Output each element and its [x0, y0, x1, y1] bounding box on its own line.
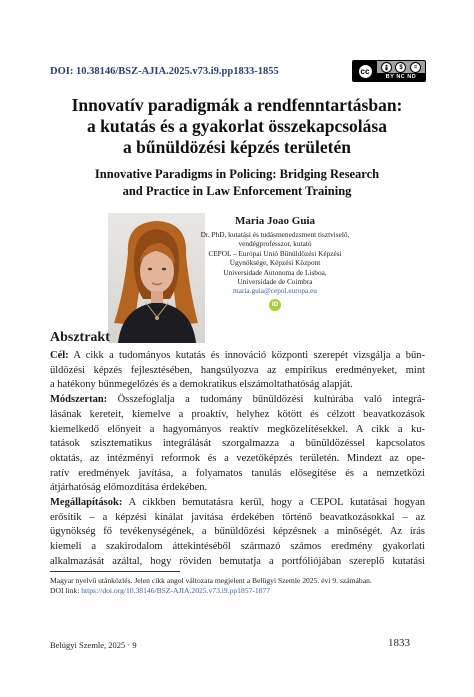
abstract-line [50, 423, 425, 438]
affiliation-line: Ügynöksége, Képzési Központ [229, 258, 321, 268]
footnote-doi-line [50, 586, 430, 596]
footnote [50, 576, 430, 597]
author-email-link[interactable]: maria.guia@cepol.europa.eu [233, 286, 317, 296]
abstract-text: ratív eredmények javítása, a folyamatos tanulás elősegítése és a nemzetközi [50, 467, 425, 479]
abstract-line [50, 467, 425, 482]
article-title-hungarian [40, 95, 434, 158]
abstract-text: A cikk a tudományos kutatás és innováció központi szerepét vizsgálja a bűn- [68, 350, 425, 361]
abstract-line [50, 378, 425, 393]
abstract-line [50, 408, 425, 423]
title-line: Innovatív paradigmák a rendfenntartásban: [71, 95, 403, 115]
title-line: a bűnüldözési képzés területén [123, 137, 351, 157]
abstract-line [50, 525, 425, 540]
abstract-text: kiemelkedő előnyeit a hagyományos reaktív megközelítésekkel. A cikk a ku- [50, 423, 425, 435]
abstract-section-label: Cél: [50, 350, 69, 361]
affiliation-line: CEPOL – Európai Unió Bűnüldözési Képzési [208, 248, 342, 258]
footnote-doi-link[interactable]: https://doi.org/10.38146/BSZ-AJIA.2025.v73.i9.pp1857-1877 [81, 586, 271, 596]
footnote-divider [50, 571, 180, 572]
author-photo [108, 213, 205, 343]
abstract-line [50, 540, 425, 555]
abstract-heading: Absztrakt [50, 330, 110, 345]
title-line: a kutatás és a gyakorlat összekapcsolása [87, 116, 387, 136]
author-name: Maria Joao Guia [234, 215, 316, 227]
abstract-line [50, 393, 425, 408]
title-line: and Practice in Law Enforcement Training [122, 183, 352, 198]
title-line: Innovative Paradigms in Policing: Bridging Research [94, 167, 380, 181]
affiliation-line: Universidade de Coimbra [237, 277, 313, 287]
page-number: 1833 [388, 637, 410, 649]
abstract-line [50, 349, 425, 364]
abstract-line [50, 437, 425, 452]
doi-line[interactable]: DOI: 10.38146/BSZ-AJIA.2025.v73.i9.pp1833-1855 [50, 66, 279, 77]
cc-badge-label: BY NC ND [377, 73, 425, 81]
abstract-text: kiemeli a szakirodalom áttekintéséből származó számos eredmény gyakorlati [50, 541, 425, 553]
affiliation-line: Dr. PhD, kutatási és tudásmenedzsment tisztviselő, [200, 230, 350, 239]
abstract-line [50, 511, 425, 526]
abstract-text: erősítik – a képzési kínálat javítása érdekében történő beavatkozásokkal – az [50, 511, 425, 523]
noderivatives-icon: = [410, 62, 421, 73]
abstract-text: tatások szisztematikus integrálását szorgalmazza a bűnüldözéssel kapcsolatos [50, 438, 425, 450]
affiliation-line: Universidade Autonoma de Lisboa, [223, 267, 327, 277]
journal-footer: Belügyi Szemle, 2025 · 9 [50, 640, 137, 650]
abstract-text: lásának kereteit, kiemelve a proaktív, helyhez kötött és célzott beavatkozások [50, 408, 425, 420]
abstract-line [50, 555, 425, 570]
abstract-text: átjárhatóság előmozdítása érdekében. [50, 482, 208, 494]
abstract-body [50, 349, 425, 570]
abstract-line [50, 481, 425, 496]
footnote-text: Magyar nyelvű utánközlés. Jelen cikk angol változata megjelent a Belügyi Szemle 2025. évi 9. számában. [50, 576, 372, 585]
abstract-text: Összefoglalja a tudomány bűnüldözési kultúrába való integrá- [107, 394, 425, 406]
abstract-text: alkalmazását azáltal, hogy röviden bemutatja a portfóliójában szereplő kutatási [50, 555, 425, 567]
abstract-section-label: Megállapítások: [50, 497, 123, 509]
abstract-section-label: Módszertan: [50, 394, 108, 406]
noncommercial-icon: $ [395, 62, 406, 73]
abstract-text: A cikkben bemutatásra kerül, hogy a CEPOL kutatásai hogyan [122, 497, 425, 509]
footnote-doi-prefix: DOI link: [50, 586, 82, 596]
orcid-icon[interactable]: iD [269, 299, 281, 311]
abstract-line [50, 496, 425, 511]
affiliation-line: vendégprofesszor, kutató [238, 239, 312, 249]
cc-icon: cc [357, 63, 374, 80]
attribution-icon [381, 62, 392, 73]
abstract-line [50, 364, 425, 379]
abstract-text: oktatás, az intézményi reformok és a vezetőképzés területén. Mindezt az ope- [50, 452, 425, 464]
cc-license-badge[interactable] [352, 60, 426, 82]
abstract-text: a hatékony bűnmegelőzés és a demokratikus elszámoltathatóság alapját. [50, 379, 353, 391]
abstract-text: üldözési képzés fejlesztésében, hangsúlyozva az empirikus eredményeket, mint [50, 364, 425, 376]
abstract-text: ügynökség fő tevékenységének, a bűnüldözési képzésnek a minőségét. Az írás [50, 526, 425, 538]
article-title-english [40, 166, 434, 199]
author-block [200, 214, 350, 311]
abstract-line [50, 452, 425, 467]
